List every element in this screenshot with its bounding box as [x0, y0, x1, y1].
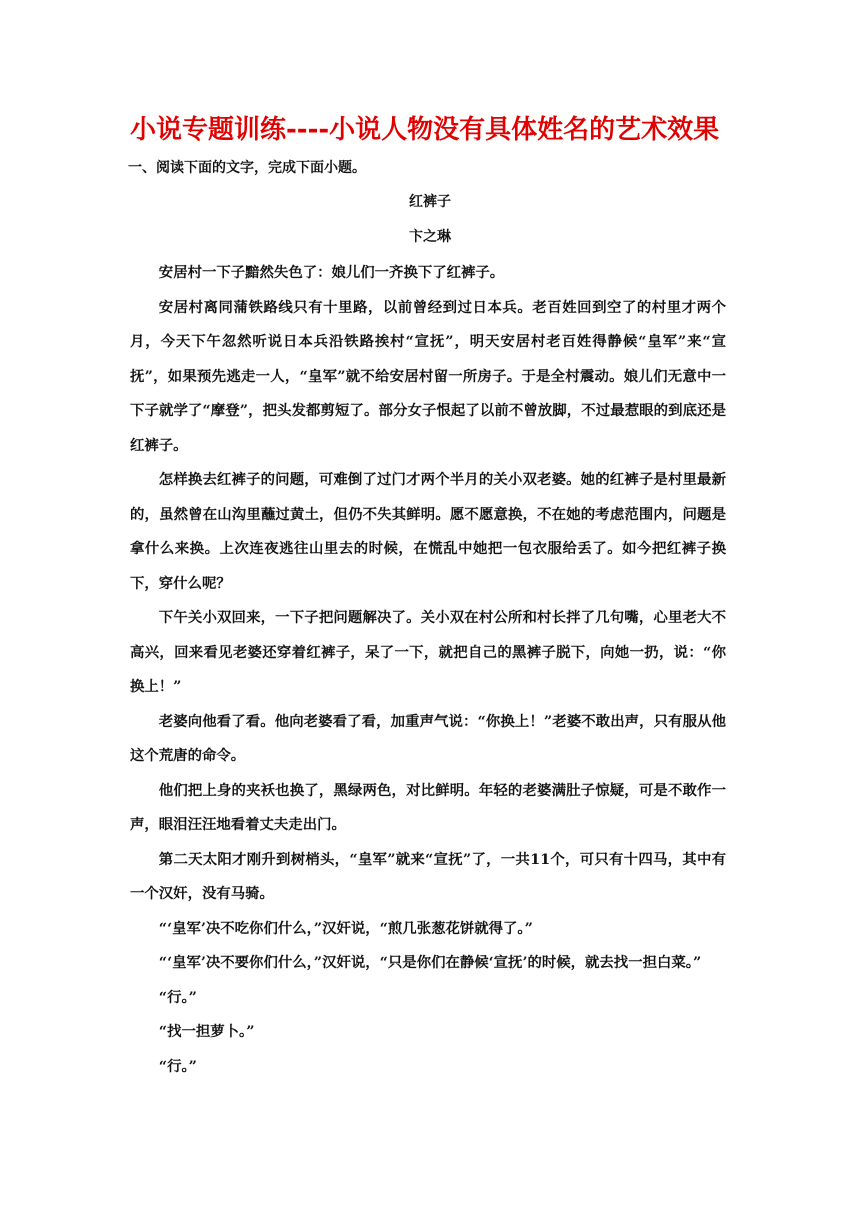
paragraph: “行。” — [158, 988, 197, 1006]
paragraph: 他们把上身的夹袄也换了，黑绿两色，对比鲜明。年轻的老婆满肚子惊疑，可是不敢作一声，眼泪汪汪地看着丈夫走出门。 — [130, 781, 726, 833]
paragraph: 安居村离同蒲铁路线只有十里路，以前曾经到过日本兵。老百姓回到空了的村里才两个月，今天下午忽然听说日本兵沿铁路挨村“宣抚”，明天安居村老百姓得静候“皇军”来“宣抚”，如果预先逃走一人，“皇军”就不给安居村留一所房子。于是全村震动。娘儿们无意中一下子就学了“摩登”，把头发都剪短了。部分女子恨起了以前不曾放脚，不过最惹眼的到底还是红裤子。 — [130, 298, 726, 454]
story-title: 红裤子 — [409, 194, 451, 210]
paragraph: “‘皇军’决不要你们什么，”汉奸说，“只是你们在静候‘宣抚’的时候，就去找一担白菜。” — [158, 954, 702, 971]
paragraph: 老婆向他看了看。他向老婆看了看，加重声气说：“你换上！”老婆不敢出声，只有服从他这个荒唐的命令。 — [130, 712, 726, 764]
story-author: 卞之琳 — [409, 229, 451, 245]
paragraph: “‘皇军’决不吃你们什么，”汉奸说，“煎几张葱花饼就得了。” — [158, 919, 533, 937]
paragraph: 第二天太阳才刚升到树梢头，“皇军”就来“宣抚”了，一共11个，可只有十四马，其中有一个汉奸，没有马骑。 — [130, 850, 726, 902]
paragraph: 怎样换去红裤子的问题，可难倒了过门才两个半月的关小双老婆。她的红裤子是村里最新的，虽然曾在山沟里蘸过黄土，但仍不失其鲜明。愿不愿意换，不在她的考虑范围内，问题是拿什么来换。上次连夜逃往山里去的时候，在慌乱中她把一包衣服给丢了。如今把红裤子换下，穿什么呢？ — [130, 471, 726, 592]
paragraph: 下午关小双回来，一下子把问题解决了。关小双在村公所和村长拌了几句嘴，心里老大不高兴，回来看见老婆还穿着红裤子，呆了一下，就把自己的黑裤子脱下，向她一扔，说：“你换上！” — [130, 609, 726, 695]
paragraph: 安居村一下子黯然失色了：娘儿们一齐换下了红裤子。 — [158, 264, 505, 281]
question-instruction: 一、阅读下面的文字，完成下面小题。 — [128, 160, 366, 176]
story-body — [130, 256, 726, 1084]
paragraph: “行。” — [158, 1057, 197, 1075]
paragraph: “找一担萝卜。” — [158, 1023, 255, 1040]
document-title: 小说专题训练----小说人物没有具体姓名的艺术效果 — [130, 115, 720, 145]
